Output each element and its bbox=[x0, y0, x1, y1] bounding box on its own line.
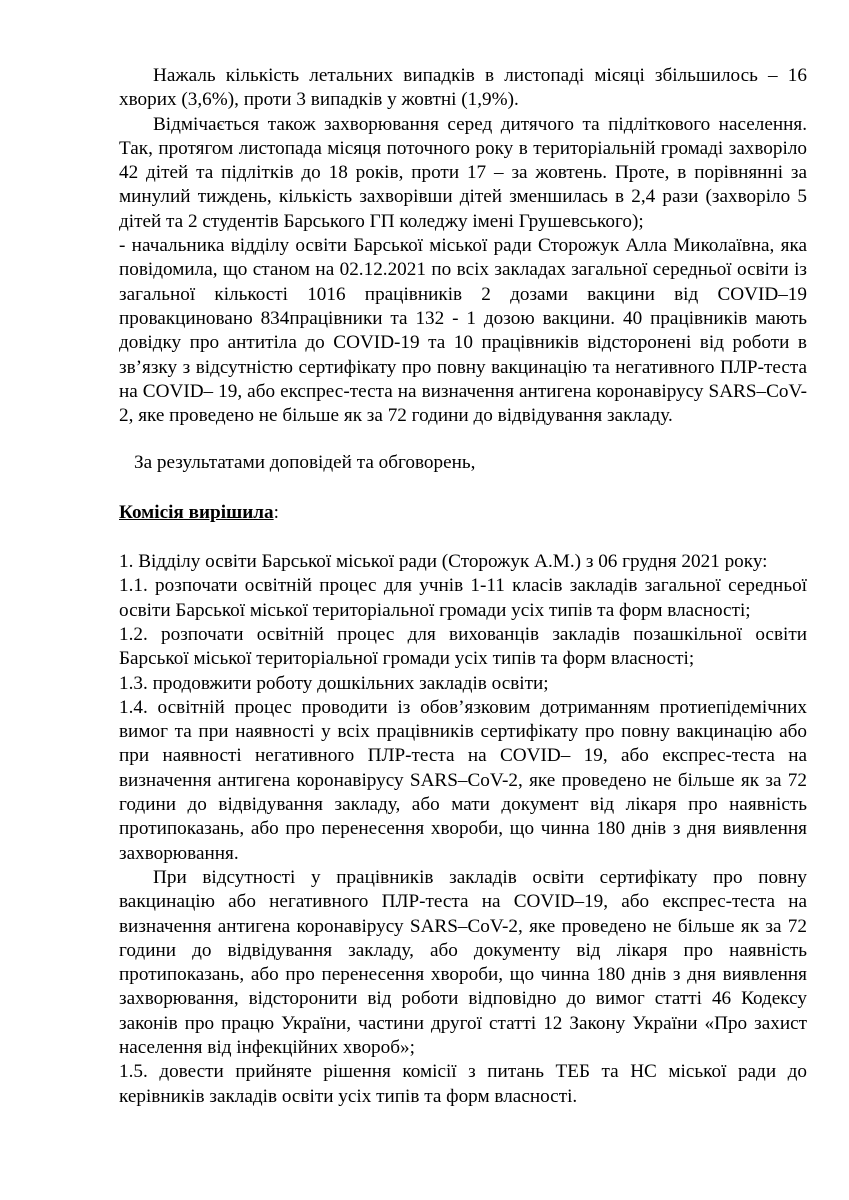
decision-item-1-5: 1.5. довести прийняте рішення комісії з питань ТЕБ та НС міської ради до керівників закладів освіти усіх типів та форм власності. bbox=[119, 1061, 807, 1107]
paragraph-children-cases: Відмічається також захворювання серед дитячого та підліткового населення. Так, протягом листопада місяця поточного року в територіальній громаді захворіло 42 дітей та підлітків до 18 років, проти 17 – за жовтень. Проте, в порівнянні за минулий тиждень, кількість захворівши дітей зменшилась в 2,4 рази (захворіло 5 дітей та 2 студентів Барського ГП коледжу імені Грушевського); bbox=[119, 113, 807, 232]
decision-item-1: 1. Відділу освіти Барської міської ради (Сторожук А.М.) з 06 грудня 2021 року: bbox=[119, 551, 768, 573]
paragraph-absence-of-certificate: При відсутності у працівників закладів освіти сертифікату про повну вакцинацію або негативного ПЛР-теста на COVID–19, або експрес-теста на визначення антигена коронавірусу SARS–CoV-2, яке проведено не більше як за 72 години до відвідування закладу, або документу від лікаря про наявність протипоказань, або про перенесення хвороби, що чинна 180 днів з дня виявлення захворювання, відсторонити від роботи відповідно до вимог статті 46 Кодексу законів про працю України, частини другої статті 12 Закону України «Про захист населення від інфекційних хвороб»; bbox=[119, 866, 807, 1058]
paragraph-education-report: - начальника відділу освіти Барської міської ради Сторожук Алла Миколаївна, яка повідомила, що станом на 02.12.2021 по всіх закладах загальної середньої освіти із загальної кількості 1016 працівників 2 дозами вакцини від COVID–19 провакциновано 834працівники та 132 - 1 дозою вакцини. 40 працівників мають довідку про антитіла до COVID-19 та 10 працівників відсторонені від роботи в зв’язку з відсутністю сертифікату про повну вакцинацію та негативного ПЛР-теста на COVID– 19, або експрес-теста на визначення антигена коронавірусу SARS–CoV-2, яке проведено не більше як за 72 години до відвідування закладу. bbox=[119, 235, 807, 427]
decision-item-1-3: 1.3. продовжити роботу дошкільних закладів освіти; bbox=[119, 672, 549, 694]
decision-heading bbox=[119, 501, 807, 525]
decision-heading-colon: : bbox=[273, 501, 279, 523]
paragraph-fatal-cases: Нажаль кількість летальних випадків в листопаді місяці збільшилось – 16 хворих (3,6%), проти 3 випадків у жовтні (1,9%). bbox=[119, 65, 807, 111]
decision-item-1-4: 1.4. освітній процес проводити із обов’язковим дотриманням протиепідемічних вимог та при наявності у всіх працівників сертифікату про повну вакцинацію або при наявності негативного ПЛР-теста на COVID– 19, або експрес-теста на визначення антигена коронавірусу SARS–CoV-2, яке проведено не більше як за 72 години до відвідування закладу, або мати документ від лікаря про наявність протипоказань, або про перенесення хвороби, що чинна 180 днів з дня виявлення захворювання. bbox=[119, 696, 807, 864]
decision-heading-label: Комісія вирішила bbox=[119, 501, 274, 523]
decision-item-1-1: 1.1. розпочати освітній процес для учнів 1-11 класів закладів загальної середньої освіти Барської міської територіальної громади усіх типів та форм власності; bbox=[119, 575, 807, 621]
decision-item-1-2: 1.2. розпочати освітній процес для вихованців закладів позашкільної освіти Барської міської територіальної громади усіх типів та форм власності; bbox=[119, 623, 807, 670]
paragraph-results-intro: За результатами доповідей та обговорень, bbox=[134, 452, 476, 474]
document-body bbox=[119, 64, 807, 1109]
